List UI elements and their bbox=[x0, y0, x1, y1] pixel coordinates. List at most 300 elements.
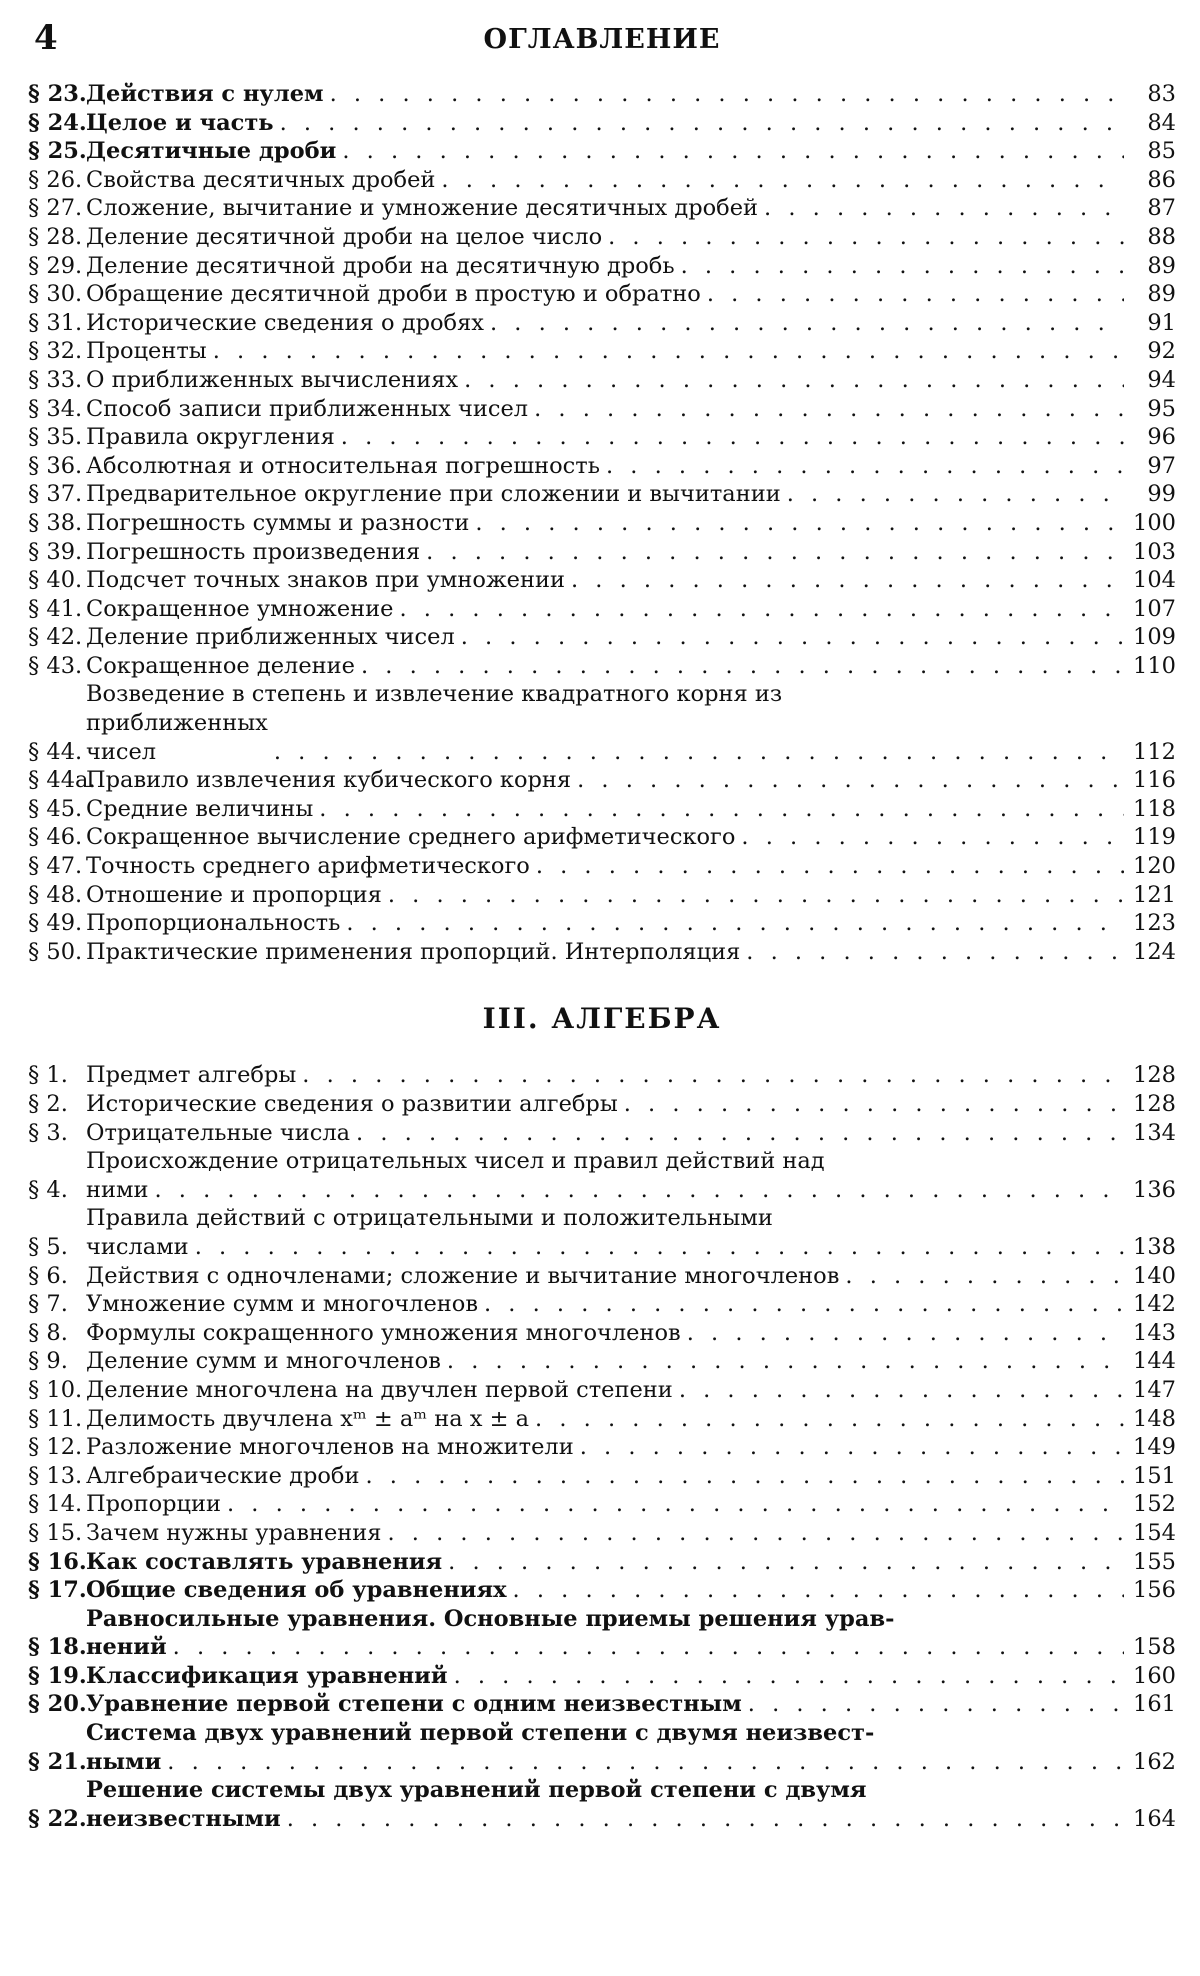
entry-body bbox=[86, 1690, 1130, 1719]
toc-entry bbox=[28, 795, 1176, 824]
dot-leader bbox=[330, 80, 1124, 109]
entry-title: Предварительное округление при сложении и вычитании bbox=[86, 481, 781, 508]
section-number: § 3. bbox=[28, 1119, 68, 1146]
toc-entry bbox=[28, 1147, 1176, 1204]
toc-entry bbox=[28, 1576, 1176, 1605]
entry-body bbox=[86, 423, 1130, 452]
page-ref: 91 bbox=[1147, 309, 1176, 336]
section-number: § 7. bbox=[28, 1291, 68, 1318]
section-number: § 32. bbox=[28, 338, 83, 365]
entry-title: Уравнение первой степени с одним неизвестным bbox=[86, 1691, 742, 1718]
toc-entry bbox=[28, 1347, 1176, 1376]
toc-entry bbox=[28, 623, 1176, 652]
page-ref: 100 bbox=[1133, 509, 1176, 536]
dot-leader bbox=[687, 1319, 1124, 1348]
entry-title-continued: неизвестными bbox=[86, 1805, 281, 1832]
page-ref: 143 bbox=[1133, 1319, 1176, 1346]
section-number: § 24. bbox=[28, 109, 87, 136]
dot-leader bbox=[845, 1262, 1124, 1291]
page-ref: 152 bbox=[1133, 1491, 1176, 1518]
page-ref: 138 bbox=[1133, 1233, 1176, 1260]
running-title: ОГЛАВЛЕНИЕ bbox=[483, 24, 721, 55]
entry-body bbox=[86, 1090, 1130, 1119]
page-ref: 99 bbox=[1147, 481, 1176, 508]
toc-entry bbox=[28, 452, 1176, 481]
page-ref: 87 bbox=[1147, 195, 1176, 222]
toc-entry bbox=[28, 1462, 1176, 1491]
section-number: § 36. bbox=[28, 452, 83, 479]
section-number: § 28. bbox=[28, 223, 83, 250]
toc-entry bbox=[28, 480, 1176, 509]
page-ref: 97 bbox=[1147, 452, 1176, 479]
entry-body bbox=[86, 795, 1130, 824]
toc-entry bbox=[28, 280, 1176, 309]
toc-entry bbox=[28, 137, 1176, 166]
entry-title: Пропорциональность bbox=[86, 910, 341, 937]
page-ref: 92 bbox=[1147, 338, 1176, 365]
toc-entry bbox=[28, 680, 1176, 766]
dot-leader bbox=[227, 1490, 1124, 1519]
entry-body bbox=[86, 538, 1130, 567]
section-number: § 12. bbox=[28, 1434, 83, 1461]
dot-leader bbox=[400, 595, 1125, 624]
page-ref: 119 bbox=[1133, 824, 1176, 851]
entry-body bbox=[86, 1319, 1130, 1348]
dot-leader bbox=[388, 1519, 1125, 1548]
toc-list-algebra bbox=[28, 1061, 1176, 1833]
dot-leader bbox=[707, 280, 1124, 309]
entry-title: Алгебраические дроби bbox=[86, 1462, 360, 1489]
dot-leader bbox=[746, 938, 1124, 967]
toc-entry bbox=[28, 194, 1176, 223]
entry-body bbox=[86, 366, 1130, 395]
entry-title: Деление приближенных чисел bbox=[86, 624, 455, 651]
entry-body bbox=[86, 252, 1130, 281]
entry-title: Система двух уравнений первой степени с двумя неизвест- bbox=[86, 1720, 875, 1747]
toc-entry bbox=[28, 1061, 1176, 1090]
page-ref: 83 bbox=[1147, 81, 1176, 107]
entry-body bbox=[86, 1519, 1130, 1548]
dot-leader bbox=[173, 1633, 1124, 1662]
entry-title: Погрешность произведения bbox=[86, 538, 421, 565]
toc-entry bbox=[28, 366, 1176, 395]
section-number: § 44а. bbox=[28, 767, 96, 794]
entry-body bbox=[86, 1376, 1130, 1405]
toc-entry bbox=[28, 395, 1176, 424]
page-ref: 104 bbox=[1133, 567, 1176, 594]
entry-title: Деление десятичной дроби на десятичную дробь bbox=[86, 252, 675, 279]
entry-body bbox=[86, 1776, 1130, 1833]
dot-leader bbox=[787, 480, 1124, 509]
page-ref: 118 bbox=[1133, 795, 1176, 822]
dot-leader bbox=[513, 1576, 1124, 1605]
entry-title: Целое и часть bbox=[86, 109, 274, 136]
entry-title: Средние величины bbox=[86, 795, 314, 822]
section-heading-algebra: III. АЛГЕБРА bbox=[482, 1002, 722, 1036]
section-number: § 35. bbox=[28, 424, 83, 451]
entry-title: Пропорции bbox=[86, 1491, 221, 1518]
entry-title: Разложение многочленов на множители bbox=[86, 1434, 574, 1461]
entry-body bbox=[86, 452, 1130, 481]
dot-leader bbox=[741, 823, 1124, 852]
toc-entry bbox=[28, 1490, 1176, 1519]
dot-leader bbox=[441, 166, 1124, 195]
dot-leader bbox=[195, 1233, 1124, 1262]
section-number: § 10. bbox=[28, 1376, 83, 1403]
toc-entry bbox=[28, 1319, 1176, 1348]
page-ref: 124 bbox=[1133, 938, 1176, 965]
entry-title: Сокращенное деление bbox=[86, 652, 355, 679]
entry-title: Проценты bbox=[86, 338, 207, 365]
entry-body bbox=[86, 823, 1130, 852]
entry-body bbox=[86, 938, 1130, 967]
entry-body bbox=[86, 1576, 1130, 1605]
entry-body bbox=[86, 881, 1130, 910]
entry-title: О приближенных вычислениях bbox=[86, 366, 459, 393]
toc-entry bbox=[28, 909, 1176, 938]
page-ref: 160 bbox=[1133, 1662, 1176, 1689]
toc-entry bbox=[28, 509, 1176, 538]
entry-title: Делимость двучлена xᵐ ± aᵐ на x ± a bbox=[86, 1405, 530, 1432]
entry-title: Способ записи приближенных чисел bbox=[86, 395, 529, 422]
entry-title-continued: нений bbox=[86, 1634, 167, 1661]
entry-body bbox=[86, 1548, 1130, 1577]
entry-body bbox=[86, 1347, 1130, 1376]
entry-body bbox=[86, 309, 1130, 338]
toc-entry bbox=[28, 1405, 1176, 1434]
page-ref: 121 bbox=[1133, 881, 1176, 908]
entry-title: Десятичные дроби bbox=[86, 138, 337, 165]
section-number: § 4. bbox=[28, 1176, 68, 1203]
entry-title: Сокращенное умножение bbox=[86, 595, 394, 622]
entry-body bbox=[86, 1605, 1130, 1662]
page-ref: 142 bbox=[1133, 1291, 1176, 1318]
entry-body bbox=[86, 1433, 1130, 1462]
entry-title: Правило извлечения кубического корня bbox=[86, 767, 572, 794]
entry-body bbox=[86, 852, 1130, 881]
toc-entry bbox=[28, 595, 1176, 624]
dot-leader bbox=[475, 509, 1124, 538]
section-number: § 17. bbox=[28, 1577, 87, 1604]
dot-leader bbox=[764, 194, 1124, 223]
dot-leader bbox=[426, 538, 1124, 567]
toc-entry bbox=[28, 1690, 1176, 1719]
toc-entry bbox=[28, 1433, 1176, 1462]
page-ref: 94 bbox=[1147, 366, 1176, 393]
dot-leader bbox=[681, 252, 1124, 281]
entry-title: Точность среднего арифметического bbox=[86, 853, 530, 880]
toc-entry bbox=[28, 852, 1176, 881]
toc-entry bbox=[28, 881, 1176, 910]
toc-entry bbox=[28, 1662, 1176, 1691]
toc-entry bbox=[28, 1776, 1176, 1833]
section-number: § 9. bbox=[28, 1348, 68, 1375]
section-number: § 16. bbox=[28, 1548, 87, 1575]
section-number: § 38. bbox=[28, 509, 83, 536]
section-number: § 15. bbox=[28, 1519, 83, 1546]
entry-body bbox=[86, 166, 1130, 195]
page-ref: 162 bbox=[1133, 1748, 1176, 1775]
page-ref: 89 bbox=[1147, 252, 1176, 279]
dot-leader bbox=[319, 795, 1124, 824]
toc-entry bbox=[28, 766, 1176, 795]
section-number: § 48. bbox=[28, 881, 83, 908]
toc-entry bbox=[28, 109, 1176, 138]
dot-leader bbox=[624, 1090, 1124, 1119]
entry-body bbox=[86, 766, 1130, 795]
page-ref: 84 bbox=[1147, 109, 1176, 136]
section-number: § 20. bbox=[28, 1691, 87, 1718]
dot-leader bbox=[447, 1347, 1124, 1376]
page-ref: 128 bbox=[1133, 1062, 1176, 1089]
dot-leader bbox=[302, 1061, 1124, 1090]
entry-title: Формулы сокращенного умножения многочленов bbox=[86, 1319, 681, 1346]
dot-leader bbox=[461, 623, 1124, 652]
entry-title: Подсчет точных знаков при умножении bbox=[86, 567, 565, 594]
section-number: § 39. bbox=[28, 538, 83, 565]
entry-title: Сокращенное вычисление среднего арифметического bbox=[86, 824, 736, 851]
section-number: § 42. bbox=[28, 624, 83, 651]
page-ref: 89 bbox=[1147, 281, 1176, 308]
page-ref: 151 bbox=[1133, 1462, 1176, 1489]
toc-entry bbox=[28, 1290, 1176, 1319]
page-ref: 136 bbox=[1133, 1176, 1176, 1203]
dot-leader bbox=[365, 1462, 1124, 1491]
page-ref: 134 bbox=[1133, 1119, 1176, 1146]
toc-entry bbox=[28, 1376, 1176, 1405]
page-ref: 103 bbox=[1133, 538, 1176, 565]
entry-body bbox=[86, 194, 1130, 223]
dot-leader bbox=[280, 109, 1124, 138]
entry-title: Решение системы двух уравнений первой степени с двумя bbox=[86, 1777, 867, 1804]
section-number: § 26. bbox=[28, 166, 83, 193]
entry-title: Действия с нулем bbox=[86, 81, 324, 107]
toc-entry bbox=[28, 423, 1176, 452]
entry-title: Отрицательные числа bbox=[86, 1119, 351, 1146]
entry-title: Общие сведения об уравнениях bbox=[86, 1577, 507, 1604]
page-ref: 116 bbox=[1133, 767, 1176, 794]
entry-title-continued: ными bbox=[86, 1748, 162, 1775]
entry-title-continued: числами bbox=[86, 1233, 189, 1260]
dot-leader bbox=[535, 1405, 1124, 1434]
page-ref: 107 bbox=[1133, 595, 1176, 622]
dot-leader bbox=[155, 1176, 1125, 1205]
section-number: § 33. bbox=[28, 366, 83, 393]
toc-entry bbox=[28, 166, 1176, 195]
toc-entry bbox=[28, 337, 1176, 366]
entry-title: Сложение, вычитание и умножение десятичных дробей bbox=[86, 195, 759, 222]
entry-title: Деление многочлена на двучлен первой степени bbox=[86, 1376, 673, 1403]
page-ref: 154 bbox=[1133, 1519, 1176, 1546]
entry-title: Практические применения пропорций. Интерполяция bbox=[86, 938, 741, 965]
toc-entry bbox=[28, 223, 1176, 252]
page-ref: 164 bbox=[1133, 1805, 1176, 1832]
toc-entry bbox=[28, 1519, 1176, 1548]
dot-leader bbox=[577, 766, 1124, 795]
entry-body bbox=[86, 566, 1130, 595]
page-ref: 110 bbox=[1133, 652, 1176, 679]
entry-title: Классификация уравнений bbox=[86, 1662, 448, 1689]
dot-leader bbox=[341, 423, 1124, 452]
entry-body bbox=[86, 1719, 1130, 1776]
entry-body bbox=[86, 109, 1130, 138]
section-number: § 14. bbox=[28, 1491, 83, 1518]
dot-leader bbox=[679, 1376, 1124, 1405]
section-number: § 29. bbox=[28, 252, 83, 279]
toc-entry bbox=[28, 1090, 1176, 1119]
entry-body bbox=[86, 395, 1130, 424]
entry-title: Деление сумм и многочленов bbox=[86, 1348, 441, 1375]
section-number: § 43. bbox=[28, 652, 83, 679]
page-ref: 158 bbox=[1133, 1634, 1176, 1661]
entry-body bbox=[86, 909, 1130, 938]
section-number: § 46. bbox=[28, 824, 83, 851]
section-number: § 1. bbox=[28, 1062, 68, 1089]
entry-title: Правила округления bbox=[86, 424, 335, 451]
toc-list-arithmetic bbox=[28, 80, 1176, 966]
entry-title: Возведение в степень и извлечение квадратного корня из bbox=[86, 681, 783, 708]
section-number: § 45. bbox=[28, 795, 83, 822]
dot-leader bbox=[167, 1748, 1124, 1777]
section-number: § 27. bbox=[28, 195, 83, 222]
page-ref: 149 bbox=[1133, 1434, 1176, 1461]
page-ref: 156 bbox=[1133, 1577, 1176, 1604]
entry-body bbox=[86, 1262, 1130, 1291]
toc-entry bbox=[28, 309, 1176, 338]
section-number: § 30. bbox=[28, 281, 83, 308]
entry-body bbox=[86, 1405, 1130, 1434]
section-number: § 18. bbox=[28, 1634, 87, 1661]
entry-title: Погрешность суммы и разности bbox=[86, 509, 470, 536]
entry-title: Умножение сумм и многочленов bbox=[86, 1291, 478, 1318]
entry-body bbox=[86, 1147, 1130, 1204]
section-number: § 22. bbox=[28, 1805, 87, 1832]
page-header bbox=[28, 18, 1176, 58]
entry-body bbox=[86, 1662, 1130, 1691]
section-number: § 47. bbox=[28, 853, 83, 880]
dot-leader bbox=[484, 1290, 1124, 1319]
section-number: § 40. bbox=[28, 567, 83, 594]
section-number: § 6. bbox=[28, 1262, 68, 1289]
dot-leader bbox=[342, 137, 1124, 166]
entry-title: Действия с одночленами; сложение и вычитание многочленов bbox=[86, 1262, 840, 1289]
entry-title: Обращение десятичной дроби в простую и обратно bbox=[86, 281, 701, 308]
entry-title: Исторические сведения о развитии алгебры bbox=[86, 1091, 618, 1117]
dot-leader bbox=[454, 1662, 1124, 1691]
section-number: § 41. bbox=[28, 595, 83, 622]
page-ref: 112 bbox=[1133, 738, 1176, 765]
dot-leader bbox=[356, 1119, 1124, 1148]
toc-entry bbox=[28, 538, 1176, 567]
toc-entry bbox=[28, 1119, 1176, 1148]
entry-title: Свойства десятичных дробей bbox=[86, 166, 436, 193]
section-number: § 21. bbox=[28, 1748, 87, 1775]
dot-leader bbox=[388, 881, 1124, 910]
section-number: § 11. bbox=[28, 1405, 83, 1432]
page-ref: 144 bbox=[1133, 1348, 1176, 1375]
section-number: § 2. bbox=[28, 1091, 68, 1117]
page-ref: 95 bbox=[1147, 395, 1176, 422]
section-number: § 13. bbox=[28, 1462, 83, 1489]
section-number: § 19. bbox=[28, 1662, 87, 1689]
dot-leader bbox=[274, 738, 1124, 767]
section-number: § 8. bbox=[28, 1319, 68, 1346]
page-number: 4 bbox=[34, 18, 58, 58]
dot-leader bbox=[608, 223, 1124, 252]
page-ref: 86 bbox=[1147, 166, 1176, 193]
page-ref: 140 bbox=[1133, 1262, 1176, 1289]
entry-body bbox=[86, 1490, 1130, 1519]
section-number: § 50. bbox=[28, 938, 83, 965]
page-ref: 88 bbox=[1147, 223, 1176, 250]
entry-title: Деление десятичной дроби на целое число bbox=[86, 223, 603, 250]
entry-title: Исторические сведения о дробях bbox=[86, 309, 484, 336]
entry-body bbox=[86, 1119, 1130, 1148]
entry-title: Зачем нужны уравнения bbox=[86, 1519, 382, 1546]
section-number: § 37. bbox=[28, 481, 83, 508]
entry-body bbox=[86, 223, 1130, 252]
entry-body bbox=[86, 1290, 1130, 1319]
toc-entry bbox=[28, 652, 1176, 681]
section-number: § 31. bbox=[28, 309, 83, 336]
section-number: § 49. bbox=[28, 910, 83, 937]
entry-body bbox=[86, 595, 1130, 624]
page-ref: 85 bbox=[1147, 138, 1176, 165]
section-number: § 25. bbox=[28, 138, 87, 165]
entry-body bbox=[86, 1204, 1130, 1261]
entry-title: Как составлять уравнения bbox=[86, 1548, 443, 1575]
toc-entry bbox=[28, 1605, 1176, 1662]
dot-leader bbox=[287, 1805, 1124, 1834]
dot-leader bbox=[464, 366, 1124, 395]
toc-entry bbox=[28, 1262, 1176, 1291]
dot-leader bbox=[536, 852, 1124, 881]
entry-title: Абсолютная и относительная погрешность bbox=[86, 452, 600, 479]
entry-body bbox=[86, 480, 1130, 509]
dot-leader bbox=[534, 395, 1124, 424]
entry-body bbox=[86, 337, 1130, 366]
toc-entry bbox=[28, 1204, 1176, 1261]
entry-body bbox=[86, 652, 1130, 681]
dot-leader bbox=[213, 337, 1124, 366]
entry-title: Отношение и пропорция bbox=[86, 881, 382, 908]
section-number: § 34. bbox=[28, 395, 83, 422]
entry-title: Предмет алгебры bbox=[86, 1062, 297, 1089]
dot-leader bbox=[748, 1690, 1124, 1719]
toc-entry bbox=[28, 823, 1176, 852]
page-ref: 128 bbox=[1133, 1091, 1176, 1117]
entry-body bbox=[86, 509, 1130, 538]
dot-leader bbox=[571, 566, 1124, 595]
entry-body bbox=[86, 623, 1130, 652]
section-number: § 44. bbox=[28, 738, 83, 765]
dot-leader bbox=[346, 909, 1124, 938]
page-ref: 96 bbox=[1147, 424, 1176, 451]
page-ref: 123 bbox=[1133, 910, 1176, 937]
entry-title-continued: приближенных чисел bbox=[86, 710, 268, 765]
dot-leader bbox=[606, 452, 1124, 481]
page-ref: 120 bbox=[1133, 853, 1176, 880]
entry-title-continued: ними bbox=[86, 1176, 149, 1203]
entry-title: Происхождение отрицательных чисел и правил действий над bbox=[86, 1148, 825, 1175]
entry-body bbox=[86, 1061, 1130, 1090]
toc-entry bbox=[28, 566, 1176, 595]
page-ref: 109 bbox=[1133, 624, 1176, 651]
page-ref: 155 bbox=[1133, 1548, 1176, 1575]
entry-title: Равносильные уравнения. Основные приемы решения урав- bbox=[86, 1605, 895, 1632]
page-ref: 148 bbox=[1133, 1405, 1176, 1432]
toc-entry bbox=[28, 80, 1176, 109]
